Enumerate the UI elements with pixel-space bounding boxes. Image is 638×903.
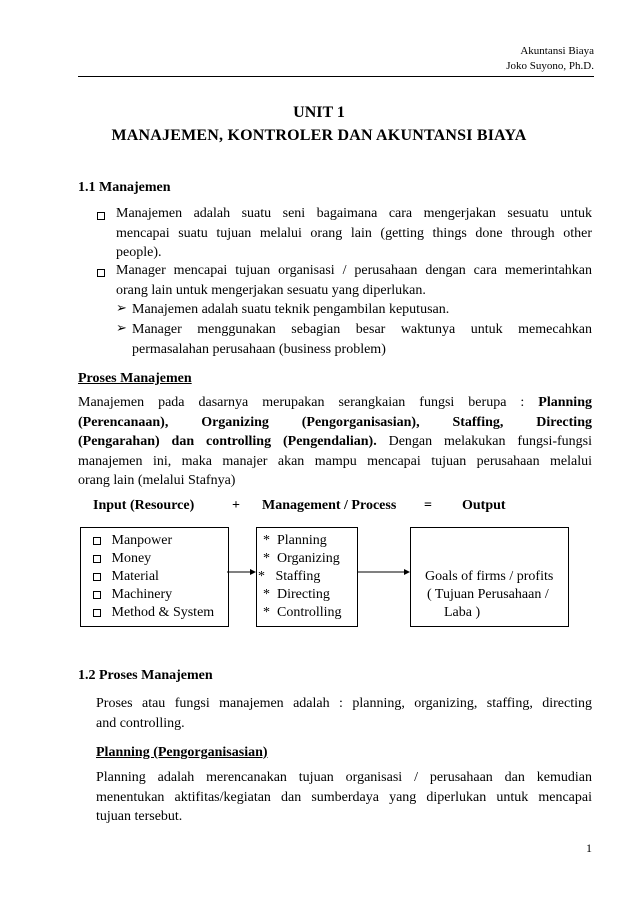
diagram-output-label: Output	[462, 498, 506, 513]
planning-line1: Planning adalah merencanakan tujuan organisasi / perusahaan dan kemudian	[96, 770, 592, 785]
header-rule	[78, 76, 594, 77]
bullet-square-icon	[93, 609, 101, 617]
output-text	[411, 568, 568, 622]
bullet-square-icon	[93, 555, 101, 563]
output-line: Goals of firms / profits	[425, 569, 554, 584]
section2-paragraph	[96, 694, 592, 733]
proses-line3: (Pengarahan) dan controlling (Pengendalian). Dengan melakukan fungsi-fungsi	[78, 434, 593, 449]
input-item: Machinery	[93, 586, 214, 604]
arrow-bullet-icon: ➢	[116, 300, 127, 315]
proses-line4: manajemen ini, maka manajer akan mampu mencapai tujuan perusahaan melalui	[78, 453, 592, 469]
proses-line5: orang lain (melalui Stafnya)	[78, 473, 236, 488]
bullet1-line1: Manajemen adalah suatu seni bagaimana cara mengerjakan sesuatu untuk	[116, 206, 592, 221]
page-number: 1	[586, 841, 592, 855]
proses-paragraph	[78, 393, 592, 491]
bullet1-line3: people).	[116, 245, 162, 260]
bullet-square-icon	[93, 573, 101, 581]
process-item: * Planning	[263, 533, 327, 548]
diagram-equals: =	[424, 498, 432, 513]
arrow2-text	[132, 320, 592, 359]
bullet2-line2: orang lain untuk mengerjakan sesuatu yang diperlukan.	[116, 282, 426, 298]
bullet1-text	[116, 204, 592, 263]
input-box	[80, 527, 229, 627]
process-item: * Staffing	[258, 569, 321, 584]
page-title: MANAJEMEN, KONTROLER DAN AKUNTANSI BIAYA	[111, 127, 527, 144]
header	[506, 44, 594, 74]
input-item: Material	[93, 568, 214, 586]
process-item: * Organizing	[263, 551, 340, 566]
planning-heading: Planning (Pengorganisasian)	[96, 745, 268, 760]
bullet-square-icon	[97, 269, 105, 277]
arrow-bullet-icon: ➢	[116, 320, 127, 335]
planning-line2: menentukan aktifitas/kegiatan dan sumberdaya yang diperlukan untuk mencapai	[96, 789, 592, 805]
header-author: Joko Suyono, Ph.D.	[506, 60, 594, 72]
input-item: Method & System	[93, 604, 214, 622]
bullet-square-icon	[97, 212, 105, 220]
unit-title: UNIT 1	[293, 104, 345, 121]
bullet-square-icon	[93, 537, 101, 545]
bullet-square-icon	[93, 591, 101, 599]
bullet2-line1: Manager mencapai tujuan organisasi / perusahaan dengan cara memerintahkan	[116, 263, 592, 278]
section2-heading: 1.2 Proses Manajemen	[78, 668, 213, 683]
arrow-input-to-process	[227, 569, 256, 575]
proses-line2: (Perencanaan), Organizing (Pengorganisasian), Staffing, Directing	[78, 414, 592, 430]
diagram-arrows	[226, 565, 412, 579]
diagram-plus: +	[232, 498, 240, 513]
header-subject: Akuntansi Biaya	[520, 45, 594, 57]
proses-line1: Manajemen pada dasarnya merupakan serangkaian fungsi berupa : Planning	[78, 395, 592, 410]
process-item: * Controlling	[263, 605, 342, 620]
input-item: Money	[93, 550, 214, 568]
process-item: * Directing	[263, 587, 330, 602]
arrow2-line2: permasalahan perusahaan (business problem)	[132, 341, 386, 357]
arrow2-line1: Manager menggunakan sebagian besar waktunya untuk memecahkan	[132, 322, 592, 337]
diagram-input-label: Input (Resource)	[93, 498, 195, 513]
output-line: Laba )	[444, 605, 481, 620]
bullet2-text	[116, 261, 592, 300]
planning-paragraph	[96, 768, 592, 827]
diagram-management-label: Management / Process	[262, 498, 397, 513]
planning-line3: tujuan tersebut.	[96, 809, 183, 824]
section2-line1: Proses atau fungsi manajemen adalah : planning, organizing, staffing, directing	[96, 696, 592, 711]
output-box	[410, 527, 569, 627]
bullet1-line2: mencapai suatu tujuan melalui orang lain (getting things done through other	[116, 225, 592, 241]
proses-heading: Proses Manajemen	[78, 371, 192, 386]
input-list	[93, 532, 214, 622]
section1-heading: 1.1 Manajemen	[78, 180, 171, 195]
arrow1-text: Manajemen adalah suatu teknik pengambilan keputusan.	[132, 302, 450, 317]
output-line: ( Tujuan Perusahaan /	[427, 587, 549, 602]
input-item: Manpower	[93, 532, 214, 550]
section2-line2: and controlling.	[96, 715, 185, 731]
arrow-process-to-output	[357, 569, 410, 575]
